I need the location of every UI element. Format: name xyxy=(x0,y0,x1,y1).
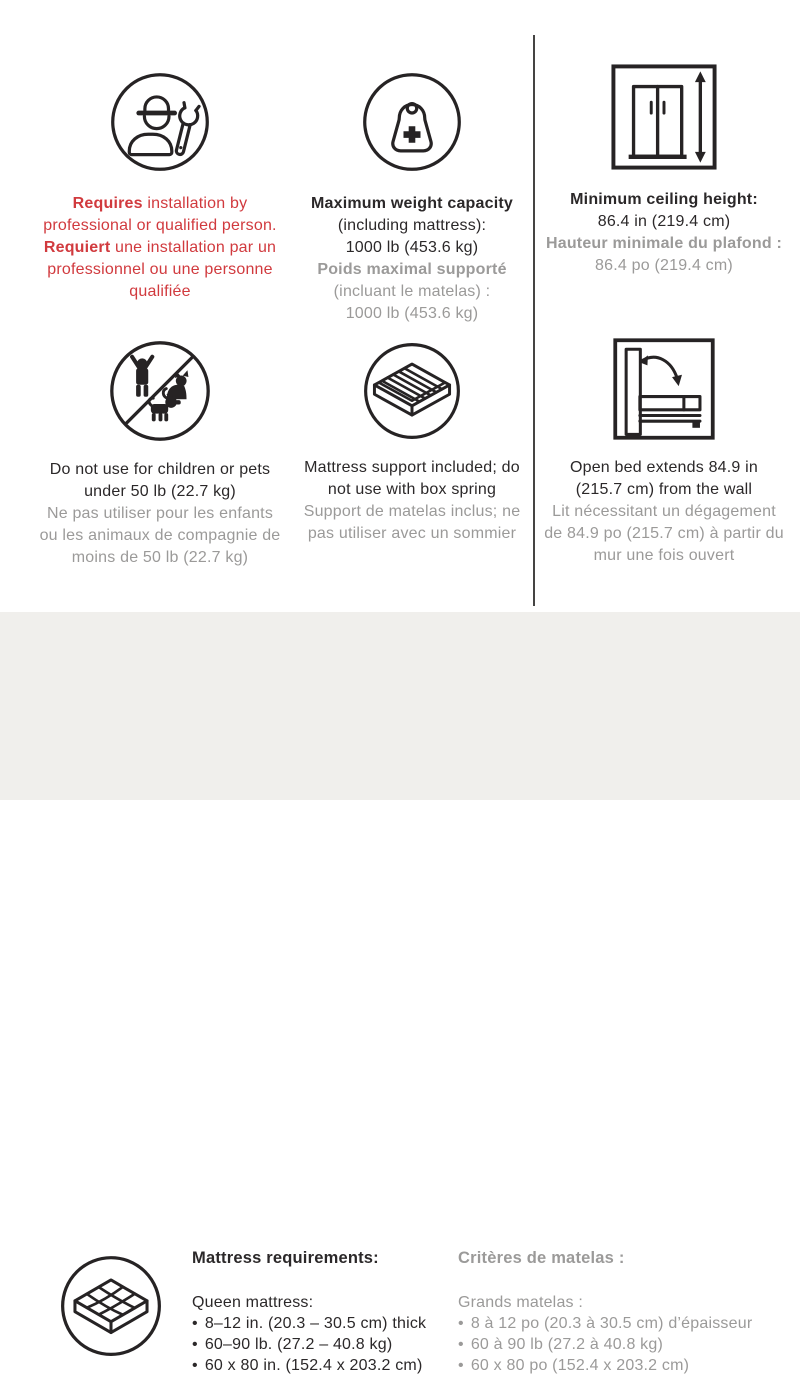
open-bed-icon xyxy=(611,336,717,447)
text-line: qualifiée xyxy=(129,283,191,300)
bullet-item: • 8 à 12 po (20.3 à 30.5 cm) d’épaisseur xyxy=(458,1313,798,1334)
text-line: Maximum weight capacity xyxy=(311,195,513,212)
text-line: Support de matelas inclus; ne xyxy=(303,503,521,520)
text-line: Poids maximal supporté xyxy=(317,261,507,278)
mattress-requirements-title-fr: Critères de matelas : xyxy=(458,1249,625,1267)
mattress-subtitle-fr: Grands matelas : xyxy=(458,1294,584,1311)
text-line: professionnel ou une personne xyxy=(47,261,273,278)
text-line: 1000 lb (453.6 kg) xyxy=(345,239,479,256)
text-line: Do not use for children or pets xyxy=(49,461,271,478)
text-line: 86.4 po (219.4 cm) xyxy=(595,257,733,274)
spec-cell-installation xyxy=(30,70,290,303)
weight-capacity-icon xyxy=(360,70,464,179)
text-line: moins de 50 lb (22.7 kg) xyxy=(71,549,249,566)
text-line: Mattress support included; do xyxy=(304,459,520,476)
text-line: professional or qualified person. xyxy=(43,217,277,234)
text-line: under 50 lb (22.7 kg) xyxy=(84,483,236,500)
no-children-pets-icon xyxy=(107,338,213,449)
mattress-requirements-fr xyxy=(458,1248,798,1376)
mattress-icon xyxy=(56,1252,166,1367)
spec-cell-mattress-support xyxy=(287,340,537,545)
bullet-item: • 8–12 in. (20.3 – 30.5 cm) thick xyxy=(192,1313,452,1334)
spec-cell-ceiling-height xyxy=(538,62,790,277)
text-line: Minimum ceiling height: xyxy=(570,191,758,208)
mattress-subtitle-en: Queen mattress: xyxy=(192,1294,314,1311)
spec-cell-no-children-pets xyxy=(30,338,290,569)
mattress-requirements-panel xyxy=(0,612,800,1374)
mattress-requirements-en xyxy=(192,1248,452,1376)
text-line: (215.7 cm) from the wall xyxy=(575,481,753,498)
ceiling-height-icon xyxy=(609,62,719,177)
text-line: Requiert une installation par un xyxy=(43,239,277,256)
text-line: (including mattress): xyxy=(337,217,487,234)
text-line: Requires installation by xyxy=(72,195,248,212)
spec-cell-weight-capacity xyxy=(287,70,537,325)
bullet-item: • 60 x 80 po (152.4 x 203.2 cm) xyxy=(458,1355,798,1376)
text-line: (incluant le matelas) : xyxy=(333,283,491,300)
text-line: Open bed extends 84.9 in xyxy=(569,459,759,476)
mattress-support-icon xyxy=(361,340,463,447)
mattress-requirements-title: Mattress requirements: xyxy=(192,1249,379,1267)
text-line: 1000 lb (453.6 kg) xyxy=(345,305,479,322)
text-line: ou les animaux de compagnie de xyxy=(39,527,281,544)
text-line: Lit nécessitant un dégagement xyxy=(552,503,776,520)
bullet-item: • 60 x 80 in. (152.4 x 203.2 cm) xyxy=(192,1355,452,1376)
text-line: pas utiliser avec un sommier xyxy=(307,525,517,542)
spec-cell-open-bed xyxy=(538,336,790,567)
text-line: Hauteur minimale du plafond : xyxy=(545,235,783,252)
text-line: not use with box spring xyxy=(327,481,497,498)
text-line: de 84.9 po (215.7 cm) à partir du xyxy=(544,525,784,542)
text-line: 86.4 in (219.4 cm) xyxy=(597,213,731,230)
text-line: mur une fois ouvert xyxy=(593,547,735,564)
text-line: Ne pas utiliser pour les enfants xyxy=(46,505,274,522)
bullet-item: • 60–90 lb. (27.2 – 40.8 kg) xyxy=(192,1334,452,1355)
installer-icon xyxy=(108,70,212,179)
bullet-item: • 60 à 90 lb (27.2 à 40.8 kg) xyxy=(458,1334,798,1355)
